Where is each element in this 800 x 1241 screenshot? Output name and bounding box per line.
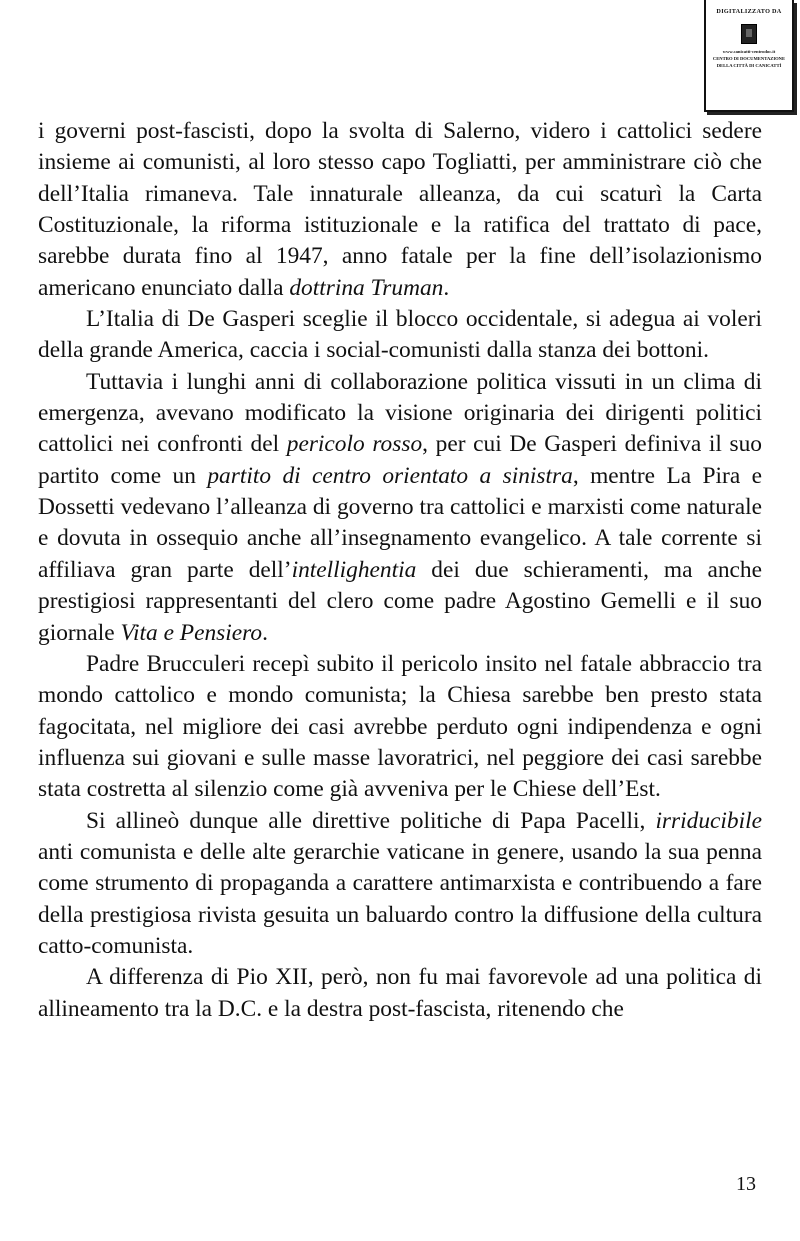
paragraph [38,806,762,963]
stamp-org-line-1: CENTRO DI DOCUMENTAZIONE [712,56,786,61]
text-segment: anti comunista e delle alte gerarchie vaticane in genere, usando la sua penna come strumento di propaganda a carattere antimarxista e contribuendo a fare della prestigiosa rivista gesuita un baluardo contro la diffusione della cultura catto-comunista. [38,838,762,959]
text-segment: A differenza di Pio XII, però, non fu mai favorevole ad una politica di allineamento tra la D.C. e la destra post-fascista, ritenendo che [38,964,762,1022]
text-segment: dei due schieramenti, ma anche prestigiosi rappresentanti del clero come padre Agostino Gemelli e il suo giornale [38,556,762,646]
stamp-org-line-2: DELLA CITTÀ DI CANICATTÌ [716,63,782,68]
text-segment: Padre Brucculeri recepì subito il pericolo insito nel fatale abbraccio tra mondo cattolico e mondo comunista; la Chiesa sarebbe ben presto stata fagocitata, nel migliore dei casi avrebbe perduto ogni indipendenza e ogni influenza sui giovani e sulle masse lavoratrici, nel peggiore dei casi sarebbe stata costretta al silenzio come già avveniva per le Chiese dell’Est. [38,650,762,803]
paragraph [38,962,762,1025]
italic-text: partito di centro orientato a sinistra [207,462,573,489]
text-segment: i governi post-fascisti, dopo la svolta di Salerno, videro i cattolici sedere insieme ai comunisti, al loro stesso capo Togliatti, per amministrare ciò che dell’Italia rimaneva. Tale innaturale alleanza, da cui scaturì la Carta Costituzionale, la riforma istituzionale e la ratifica del trattato di pace, sarebbe durata fino al 1947, anno fatale per la fine dell’isolazionismo americano enunciato dalla [38,118,762,301]
italic-text: intellighentia [291,556,417,583]
text-segment: Si allineò dunque alle direttive politiche di Papa Pacelli, [86,807,656,834]
digitization-stamp [704,0,794,112]
page-number: 13 [736,1173,756,1195]
text-segment: L’Italia di De Gasperi sceglie il blocco occidentale, si adegua ai voleri della grande America, caccia i social-comunisti dalla stanza dei bottoni. [38,306,762,364]
paragraph [38,116,762,304]
stamp-title: DIGITALIZZATO DA [716,8,782,15]
italic-text: dottrina Truman [289,274,444,301]
text-segment: , mentre La Pira e Dossetti vedevano l’alleanza di governo tra cattolici e marxisti come naturale e dovuta in ossequio anche all’insegnamento evangelico. A tale corrente si affiliava gran parte dell’ [38,462,762,583]
page-body-text [38,116,762,1025]
text-segment: . [262,619,268,646]
paragraph [38,304,762,367]
stamp-url: www.canicatti-centrodoc.it [722,49,776,54]
italic-text: pericolo rosso [286,431,423,458]
text-segment: . [443,274,450,301]
paragraph [38,367,762,649]
stamp-logo-icon [741,24,757,44]
italic-text: Vita e Pensiero [120,619,263,646]
italic-text: irriducibile [655,807,762,834]
text-segment: Tuttavia i lunghi anni di collaborazione politica vissuti in un clima di emergenza, avevano modificato la visione originaria dei dirigenti politici cattolici nei confronti del [38,368,762,458]
text-segment: , per cui De Gasperi definiva il suo partito come un [38,431,762,489]
paragraph [38,649,762,806]
